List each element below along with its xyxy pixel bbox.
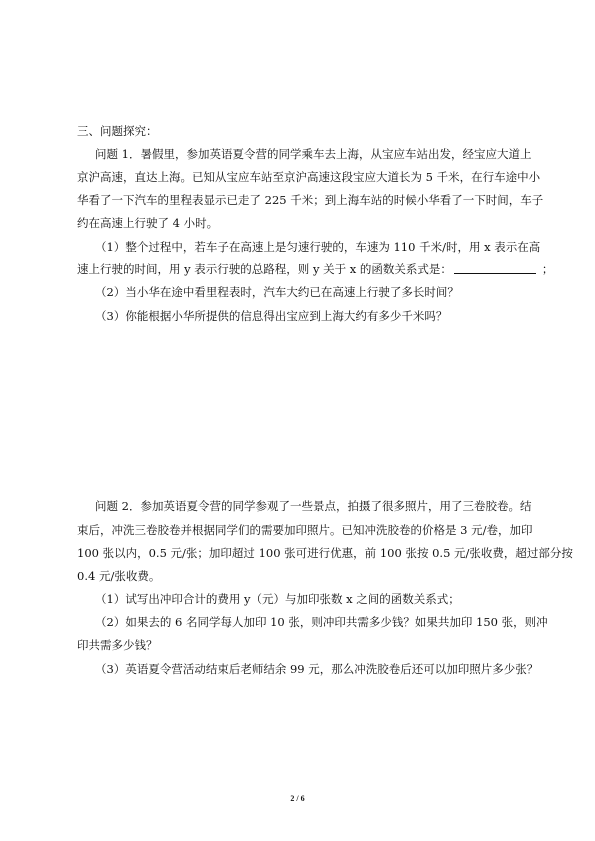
problem1-question-3: （3）你能根据小华所提供的信息得出宝应到上海大约有多少千米吗？ — [95, 309, 448, 323]
problem1-line-2: 京沪高速，直达上海。已知从宝应车站至京沪高速这段宝应大道长为 5 千米，在行车途中小 — [77, 170, 541, 184]
problem1-line-4: 约在高速上行驶了 4 小时。 — [77, 216, 219, 230]
problem1-line-1: 问题 1．暑假里，参加英语夏令营的同学乘车去上海，从宝应车站出发，经宝应大道上 — [95, 147, 532, 161]
problem1-question-2: （2）当小华在途中看里程表时，汽车大约已在高速上行驶了多长时间？ — [95, 285, 459, 299]
problem2-question-2-line-2: 印共需多少钱？ — [77, 638, 158, 652]
problem1-line-3: 华看了一下汽车的里程表显示已走了 225 千米；到上海车站的时候小华看了一下时间，车子 — [77, 193, 544, 207]
problem2-line-2: 束后，冲洗三卷胶卷并根据同学们的需要加印照片。已知冲洗胶卷的价格是 3 元/卷，加印 — [77, 523, 533, 537]
section-heading: 三、问题探究： — [77, 124, 158, 138]
problem2-question-3: （3）英语夏令营活动结束后老师结余 99 元，那么冲洗胶卷后还可以加印照片多少张？ — [95, 662, 539, 676]
problem2-line-4: 0.4 元/张收费。 — [77, 569, 161, 583]
problem1-question-1-text: 速上行驶的时间，用 y 表示行驶的总路程，则 y 关于 x 的函数关系式是： — [77, 262, 452, 276]
problem2-question-1: （1）试写出冲印合计的费用 y（元）与加印张数 x 之间的函数关系式； — [95, 592, 460, 606]
problem1-question-1-line-1: （1）整个过程中，若车子在高速上是匀速行驶的，车速为 110 千米/时，用 x 表示在高 — [95, 240, 541, 254]
problem1-question-1-end: ； — [541, 262, 554, 276]
problem2-line-3: 100 张以内，0.5 元/张；加印超过 100 张可进行优惠，前 100 张按 0.5 元/张收费，超过部分按 — [77, 546, 573, 560]
problem2-question-2-line-1: （2）如果去的 6 名同学每人加印 10 张，则冲印共需多少钱？如果共加印 150 张，则冲 — [95, 615, 548, 629]
problem2-line-1: 问题 2．参加英语夏令营的同学参观了一些景点，拍摄了很多照片，用了三卷胶卷。结 — [95, 499, 532, 513]
page-number: 2 / 6 — [290, 794, 305, 803]
problem1-question-1-line-2 — [77, 262, 553, 276]
answer-blank — [454, 262, 536, 274]
